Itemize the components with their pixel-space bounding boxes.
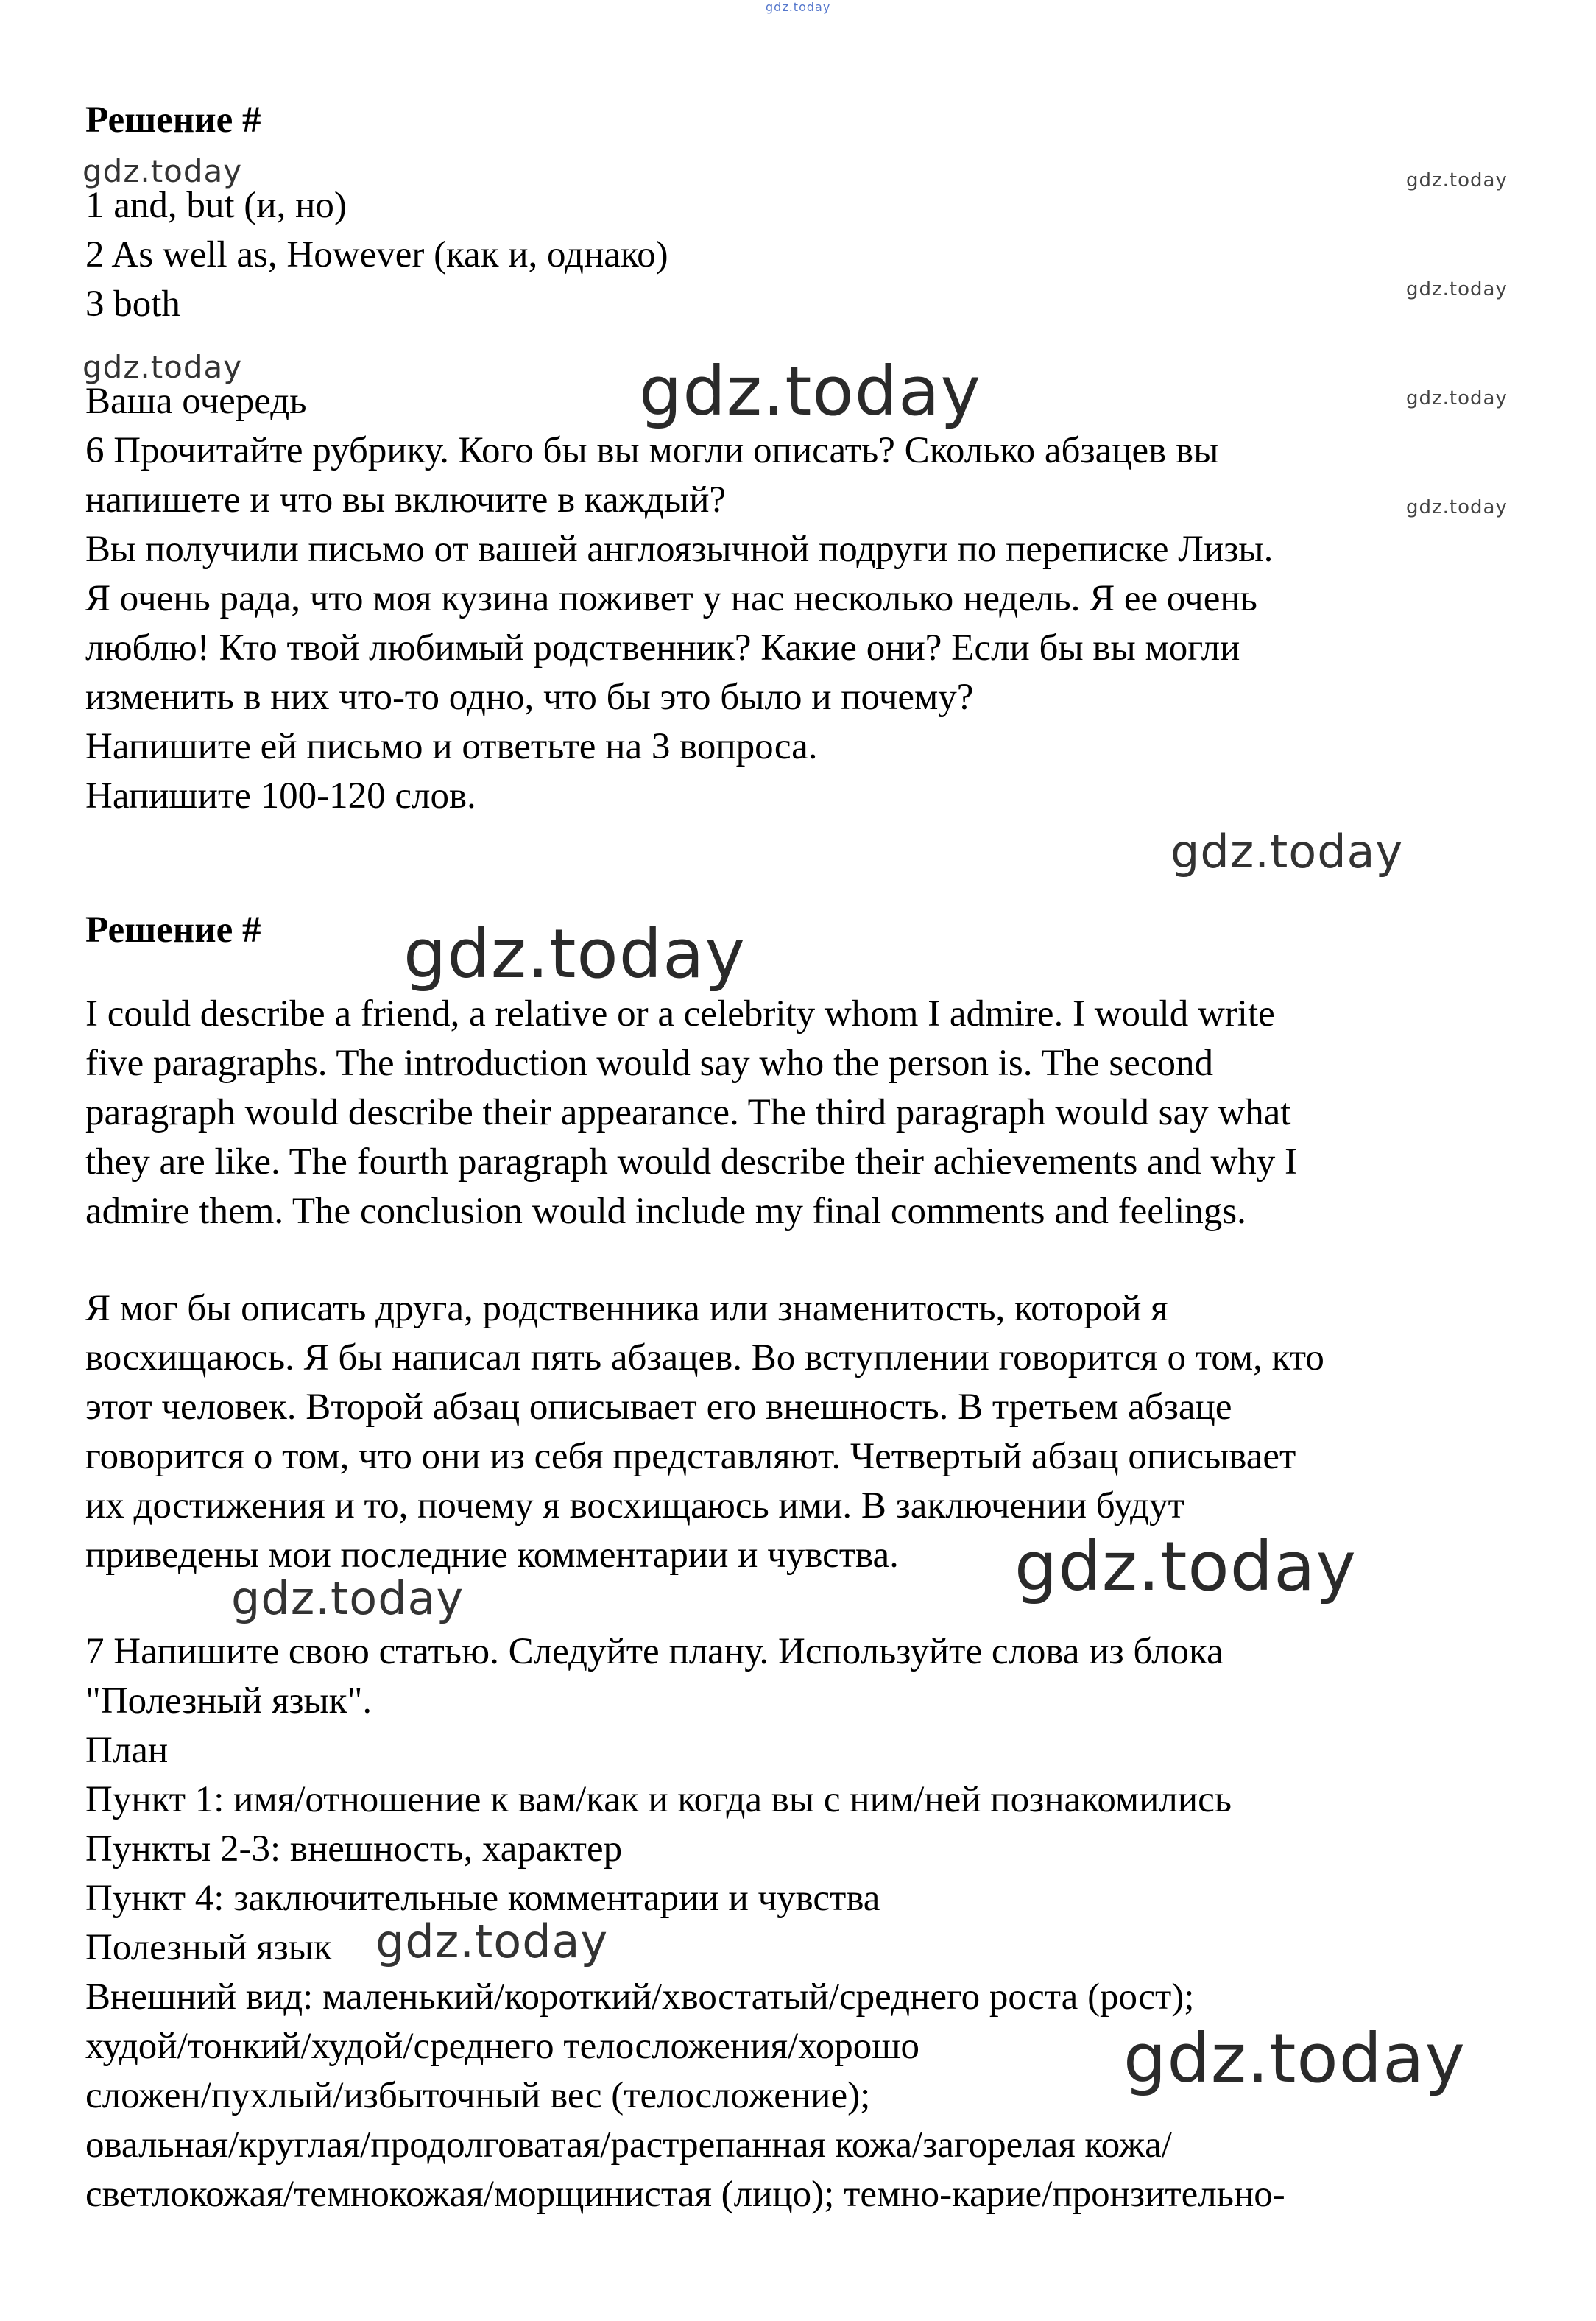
task7-plan-item-2: Пункты 2-3: внешность, характер — [85, 1828, 623, 1870]
task6-line-8: Напишите 100-120 слов. — [85, 775, 476, 817]
task7-plan-item-3: Пункт 4: заключительные комментарии и чувства — [85, 1878, 880, 1919]
answer-ru-line-5: их достижения и то, почему я восхищаюсь ими. В заключении будут — [85, 1485, 1184, 1526]
task7-vocab-line-2: худой/тонкий/худой/среднего телосложения/хорошо — [85, 2026, 920, 2067]
task7-plan-item-1: Пункт 1: имя/отношение к вам/как и когда вы с ним/ней познакомились — [85, 1779, 1232, 1820]
answer-en-line-2: five paragraphs. The introduction would say who the person is. The second — [85, 1043, 1214, 1084]
task7-line-1: 7 Напишите свою статью. Следуйте плану. Используйте слова из блока — [85, 1631, 1224, 1672]
watermark-right-1: gdz.today — [1406, 169, 1508, 191]
answer-ru-line-1: Я мог бы описать друга, родственника или знаменитость, которой я — [85, 1288, 1168, 1329]
answer-ru-line-6: приведены мои последние комментарии и чувства. — [85, 1535, 899, 1576]
answer-en-line-3: paragraph would describe their appearance. The third paragraph would say what — [85, 1092, 1291, 1133]
task6-line-5: люблю! Кто твой любимый родственник? Какие они? Если бы вы могли — [85, 627, 1240, 669]
watermark-right-2: gdz.today — [1406, 278, 1508, 300]
answer-en-line-1: I could describe a friend, a relative or a celebrity whom I admire. I would write — [85, 993, 1275, 1035]
task6-line-7: Напишите ей письмо и ответьте на 3 вопроса. — [85, 726, 818, 767]
answer-en-line-4: they are like. The fourth paragraph would describe their achievements and why I — [85, 1141, 1298, 1183]
task6-line-3: Вы получили письмо от вашей англоязычной подруги по переписке Лизы. — [85, 529, 1274, 570]
answer-ru-line-4: говорится о том, что они из себя представляют. Четвертый абзац описывает — [85, 1436, 1296, 1477]
watermark-inline: gdz.today — [375, 1915, 609, 1968]
watermark-large-1: gdz.today — [639, 352, 981, 431]
section1-line-3: 3 both — [85, 283, 180, 325]
task6-line-1: 6 Прочитайте рубрику. Кого бы вы могли описать? Сколько абзацев вы — [85, 430, 1219, 471]
watermark-label-1: gdz.today — [82, 153, 243, 189]
watermark-right-4: gdz.today — [1406, 496, 1508, 518]
section1-line-2: 2 As well as, However (как и, однако) — [85, 234, 668, 275]
answer-ru-line-3: этот человек. Второй абзац описывает его внешность. В третьем абзаце — [85, 1387, 1232, 1428]
watermark-mid-left: gdz.today — [231, 1571, 465, 1625]
task6-line-4: Я очень рада, что моя кузина поживет у нас несколько недель. Я ее очень — [85, 578, 1257, 619]
watermark-large-3: gdz.today — [1014, 1527, 1357, 1606]
watermark-large-4: gdz.today — [1123, 2019, 1466, 2098]
watermark-right-3: gdz.today — [1406, 387, 1508, 409]
section1-line-1: 1 and, but (и, но) — [85, 185, 347, 226]
watermark-mid-right: gdz.today — [1170, 825, 1404, 878]
task7-vocab-line-3: сложен/пухлый/избыточный вес (телосложение); — [85, 2075, 871, 2116]
task7-useful-language-title: Полезный язык — [85, 1927, 332, 1968]
task6-line-6: изменить в них что-то одно, что бы это было и почему? — [85, 677, 974, 718]
section1-heading: Решение # — [85, 99, 261, 141]
task7-vocab-line-1: Внешний вид: маленький/короткий/хвостатый/среднего роста (рост); — [85, 1976, 1195, 2018]
task7-vocab-line-5: светлокожая/темнокожая/морщинистая (лицо); темно-карие/пронзительно- — [85, 2174, 1285, 2215]
section2-heading: Решение # — [85, 909, 261, 951]
answer-en-line-5: admire them. The conclusion would include my final comments and feelings. — [85, 1191, 1246, 1232]
task7-plan-title: План — [85, 1730, 169, 1771]
watermark-top: gdz.today — [766, 0, 831, 14]
answer-ru-line-2: восхищаюсь. Я бы написал пять абзацев. Во вступлении говорится о том, кто — [85, 1337, 1324, 1378]
task6-line-2: напишете и что вы включите в каждый? — [85, 479, 727, 521]
task7-line-2: "Полезный язык". — [85, 1680, 372, 1722]
watermark-large-2: gdz.today — [403, 915, 746, 993]
task7-vocab-line-4: овальная/круглая/продолговатая/растрепанная кожа/загорелая кожа/ — [85, 2124, 1172, 2166]
watermark-label-2: gdz.today — [82, 349, 243, 385]
task6-title: Ваша очередь — [85, 381, 307, 422]
